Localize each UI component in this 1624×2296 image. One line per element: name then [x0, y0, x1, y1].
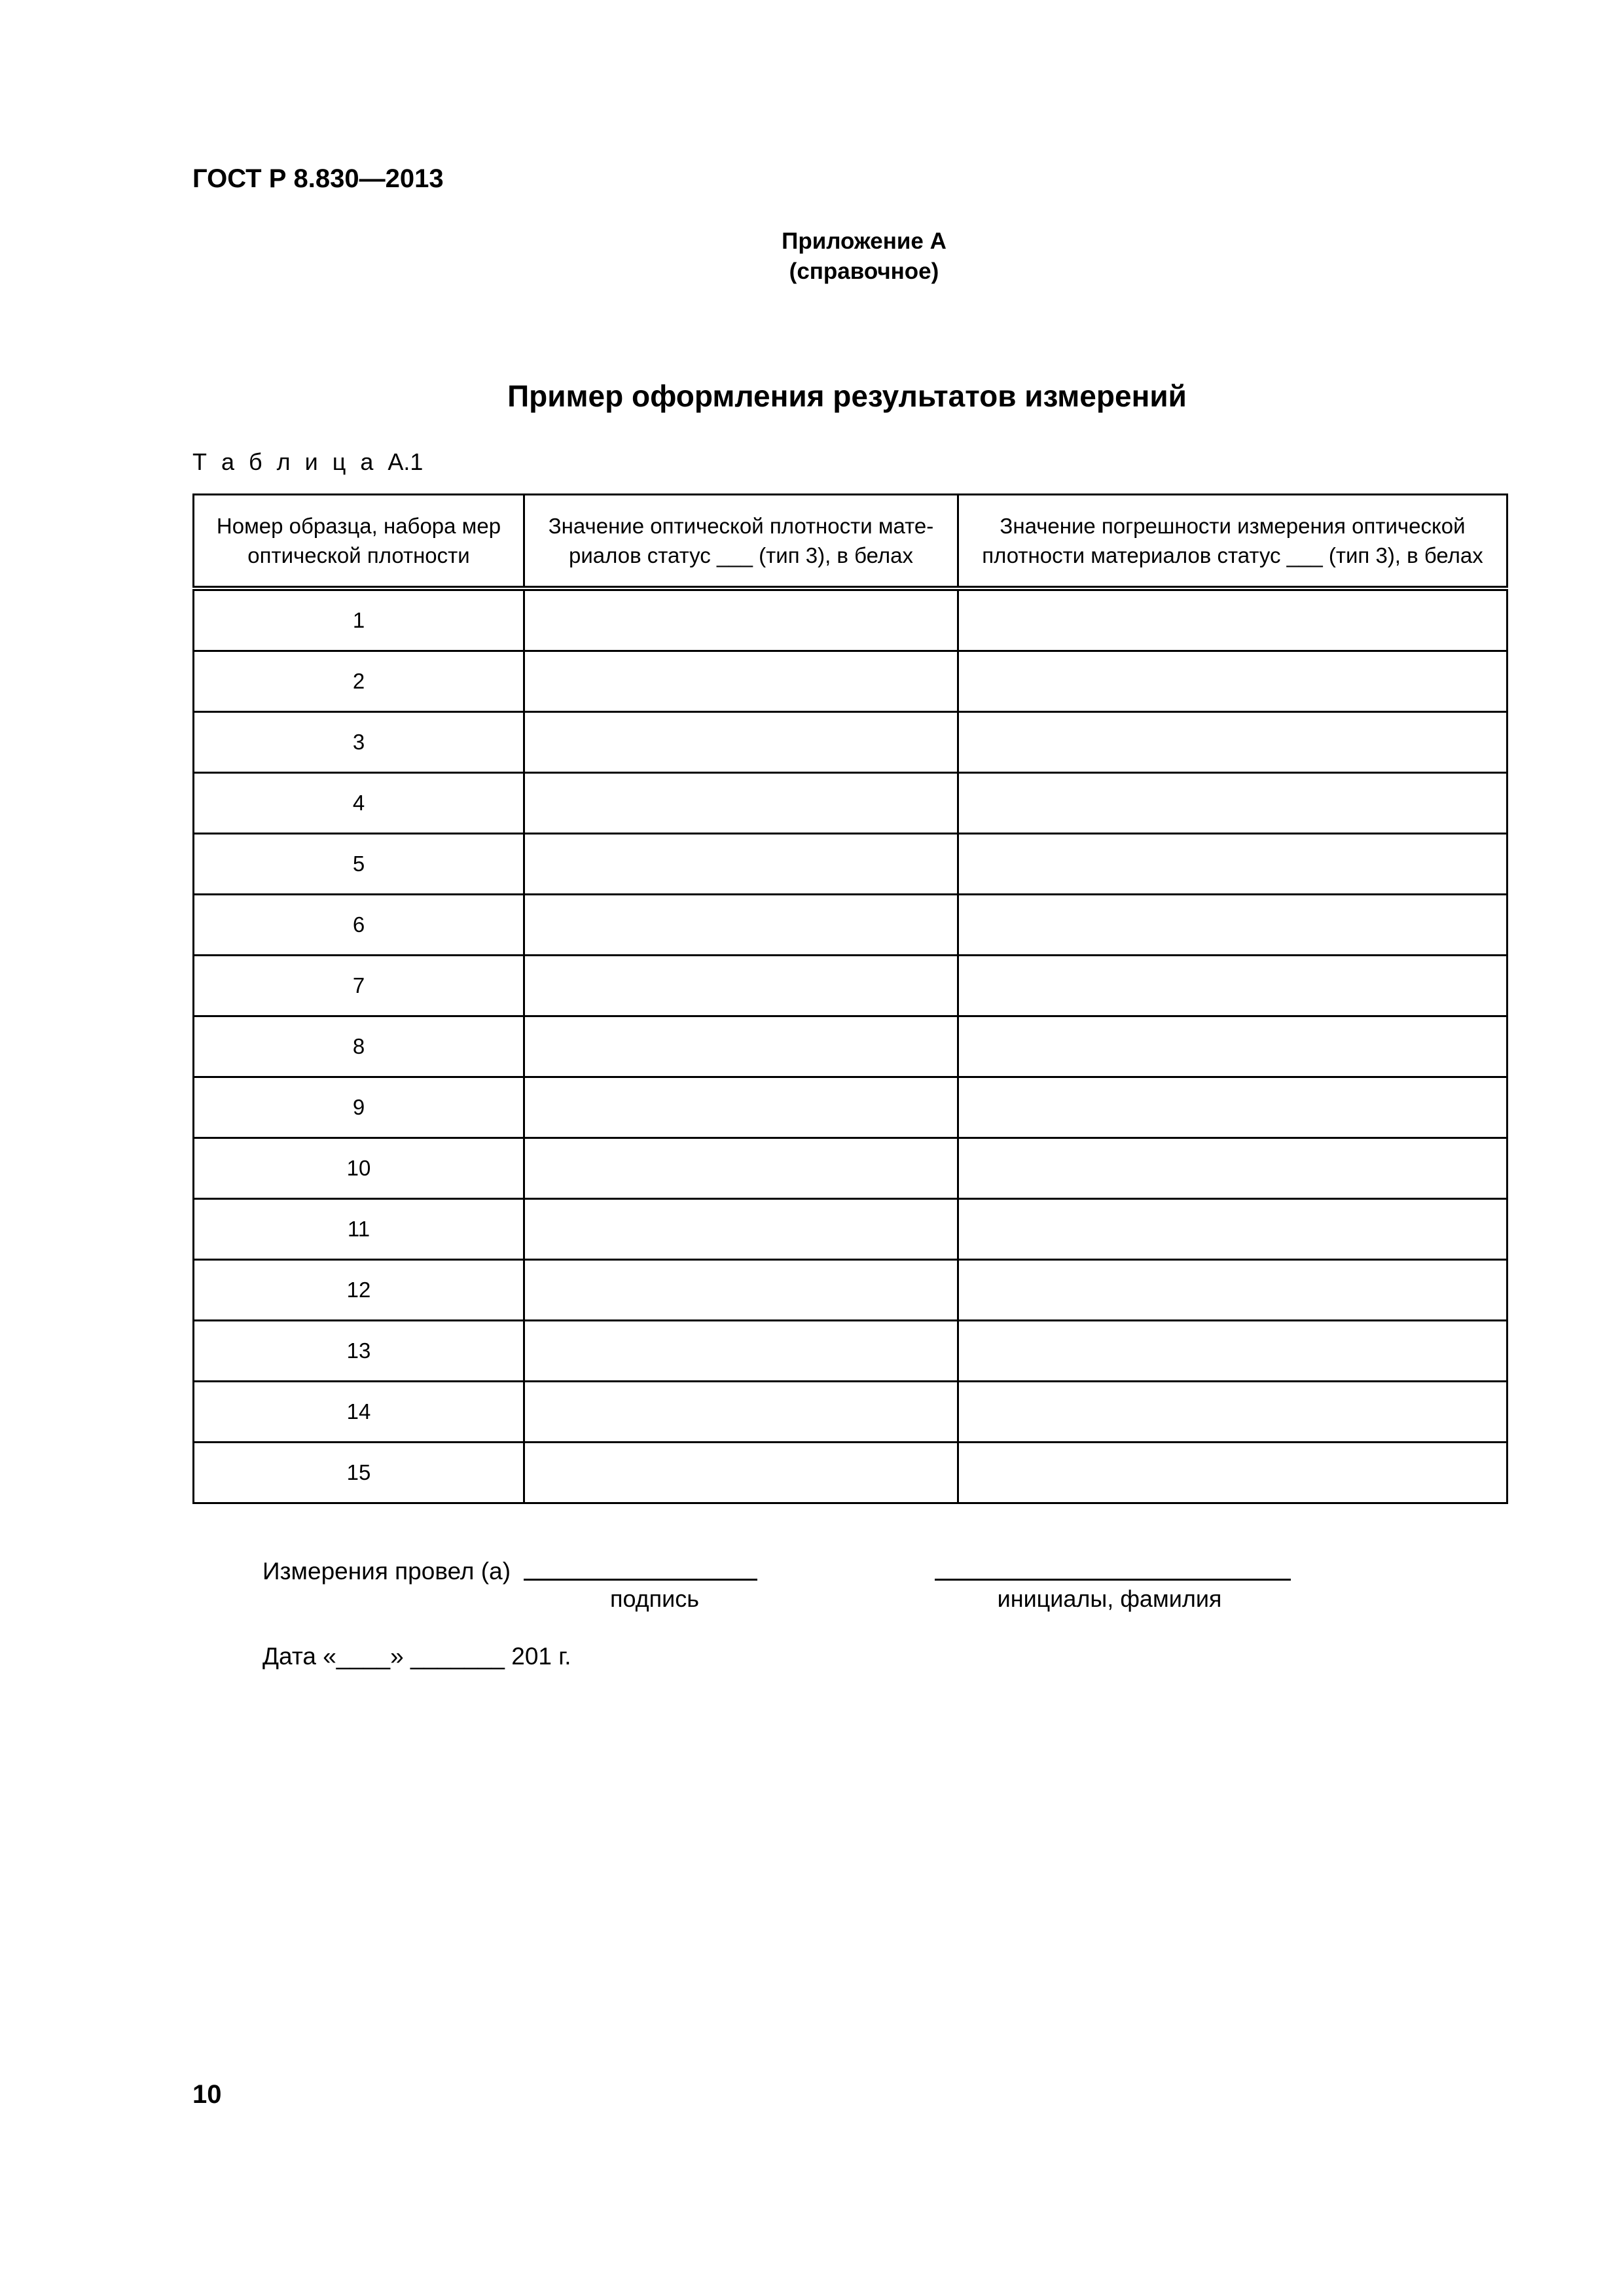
appendix-heading	[681, 226, 1047, 287]
table-row	[194, 895, 1507, 956]
optical-density-cell[interactable]	[524, 1077, 958, 1138]
table-row	[194, 1077, 1507, 1138]
measurement-error-cell[interactable]	[958, 1443, 1507, 1503]
table-row	[194, 773, 1507, 834]
column-header-optical-density: Значение оптической плотности мате-риалов статус ___ (тип 3), в белах	[524, 495, 958, 589]
table-row	[194, 956, 1507, 1016]
measurement-error-cell[interactable]	[958, 712, 1507, 773]
sample-number-cell: 4	[194, 773, 524, 834]
results-table	[192, 493, 1508, 1504]
table-caption-number: А.1	[388, 448, 424, 475]
appendix-type: (справочное)	[789, 259, 939, 284]
measurement-error-cell[interactable]	[958, 1199, 1507, 1260]
signature-line[interactable]	[524, 1579, 757, 1581]
column-header-measurement-error: Значение погрешности измерения оптической плотности материалов статус ___ (тип 3), в белах	[958, 495, 1507, 589]
signature-caption: подпись	[609, 1585, 700, 1612]
sample-number-cell: 13	[194, 1321, 524, 1382]
measurement-error-cell[interactable]	[958, 651, 1507, 712]
optical-density-cell[interactable]	[524, 1443, 958, 1503]
sample-number-cell: 15	[194, 1443, 524, 1503]
optical-density-cell[interactable]	[524, 712, 958, 773]
sample-number-cell: 7	[194, 956, 524, 1016]
sample-number-cell: 10	[194, 1138, 524, 1199]
table-row	[194, 1016, 1507, 1077]
sample-number-cell: 11	[194, 1199, 524, 1260]
measurement-error-cell[interactable]	[958, 834, 1507, 895]
measurement-error-cell[interactable]	[958, 1077, 1507, 1138]
measurement-error-cell[interactable]	[958, 956, 1507, 1016]
optical-density-cell[interactable]	[524, 834, 958, 895]
appendix-title: Приложение А	[782, 228, 947, 254]
date-label: Дата «____» _______ 201 г.	[262, 1643, 571, 1670]
measured-by-label: Измерения провел (а)	[262, 1558, 511, 1585]
measurement-error-cell[interactable]	[958, 1138, 1507, 1199]
measurement-error-cell[interactable]	[958, 1016, 1507, 1077]
column-header-sample-number: Номер образца, набора мер оптической плотности	[194, 495, 524, 589]
name-caption: инициалы, фамилия	[997, 1585, 1222, 1612]
sample-number-cell: 2	[194, 651, 524, 712]
sample-number-cell: 6	[194, 895, 524, 956]
page-number: 10	[192, 2080, 222, 2109]
measurement-error-cell[interactable]	[958, 1321, 1507, 1382]
sample-number-cell: 9	[194, 1077, 524, 1138]
optical-density-cell[interactable]	[524, 956, 958, 1016]
table-row	[194, 1382, 1507, 1443]
measurement-error-cell[interactable]	[958, 1260, 1507, 1321]
sample-number-cell: 12	[194, 1260, 524, 1321]
optical-density-cell[interactable]	[524, 651, 958, 712]
sample-number-cell: 1	[194, 588, 524, 651]
optical-density-cell[interactable]	[524, 588, 958, 651]
optical-density-cell[interactable]	[524, 773, 958, 834]
table-header-row	[194, 495, 1507, 589]
optical-density-cell[interactable]	[524, 1260, 958, 1321]
sample-number-cell: 3	[194, 712, 524, 773]
name-line[interactable]	[935, 1579, 1291, 1581]
optical-density-cell[interactable]	[524, 1138, 958, 1199]
table-row	[194, 1199, 1507, 1260]
table-caption	[192, 448, 423, 476]
table-row	[194, 1321, 1507, 1382]
table-row	[194, 1260, 1507, 1321]
optical-density-cell[interactable]	[524, 1016, 958, 1077]
sample-number-cell: 8	[194, 1016, 524, 1077]
table-row	[194, 588, 1507, 651]
sample-number-cell: 5	[194, 834, 524, 895]
table-row	[194, 1443, 1507, 1503]
table-row	[194, 651, 1507, 712]
document-title: Пример оформления результатов измерений	[507, 379, 1187, 413]
sample-number-cell: 14	[194, 1382, 524, 1443]
measurement-error-cell[interactable]	[958, 773, 1507, 834]
optical-density-cell[interactable]	[524, 895, 958, 956]
table-caption-label: Т а б л и ц а	[192, 448, 378, 475]
measurement-error-cell[interactable]	[958, 1382, 1507, 1443]
measurement-error-cell[interactable]	[958, 588, 1507, 651]
optical-density-cell[interactable]	[524, 1382, 958, 1443]
table-row	[194, 712, 1507, 773]
measurement-error-cell[interactable]	[958, 895, 1507, 956]
optical-density-cell[interactable]	[524, 1321, 958, 1382]
standard-code: ГОСТ Р 8.830—2013	[192, 164, 444, 193]
optical-density-cell[interactable]	[524, 1199, 958, 1260]
table-row	[194, 1138, 1507, 1199]
table-row	[194, 834, 1507, 895]
